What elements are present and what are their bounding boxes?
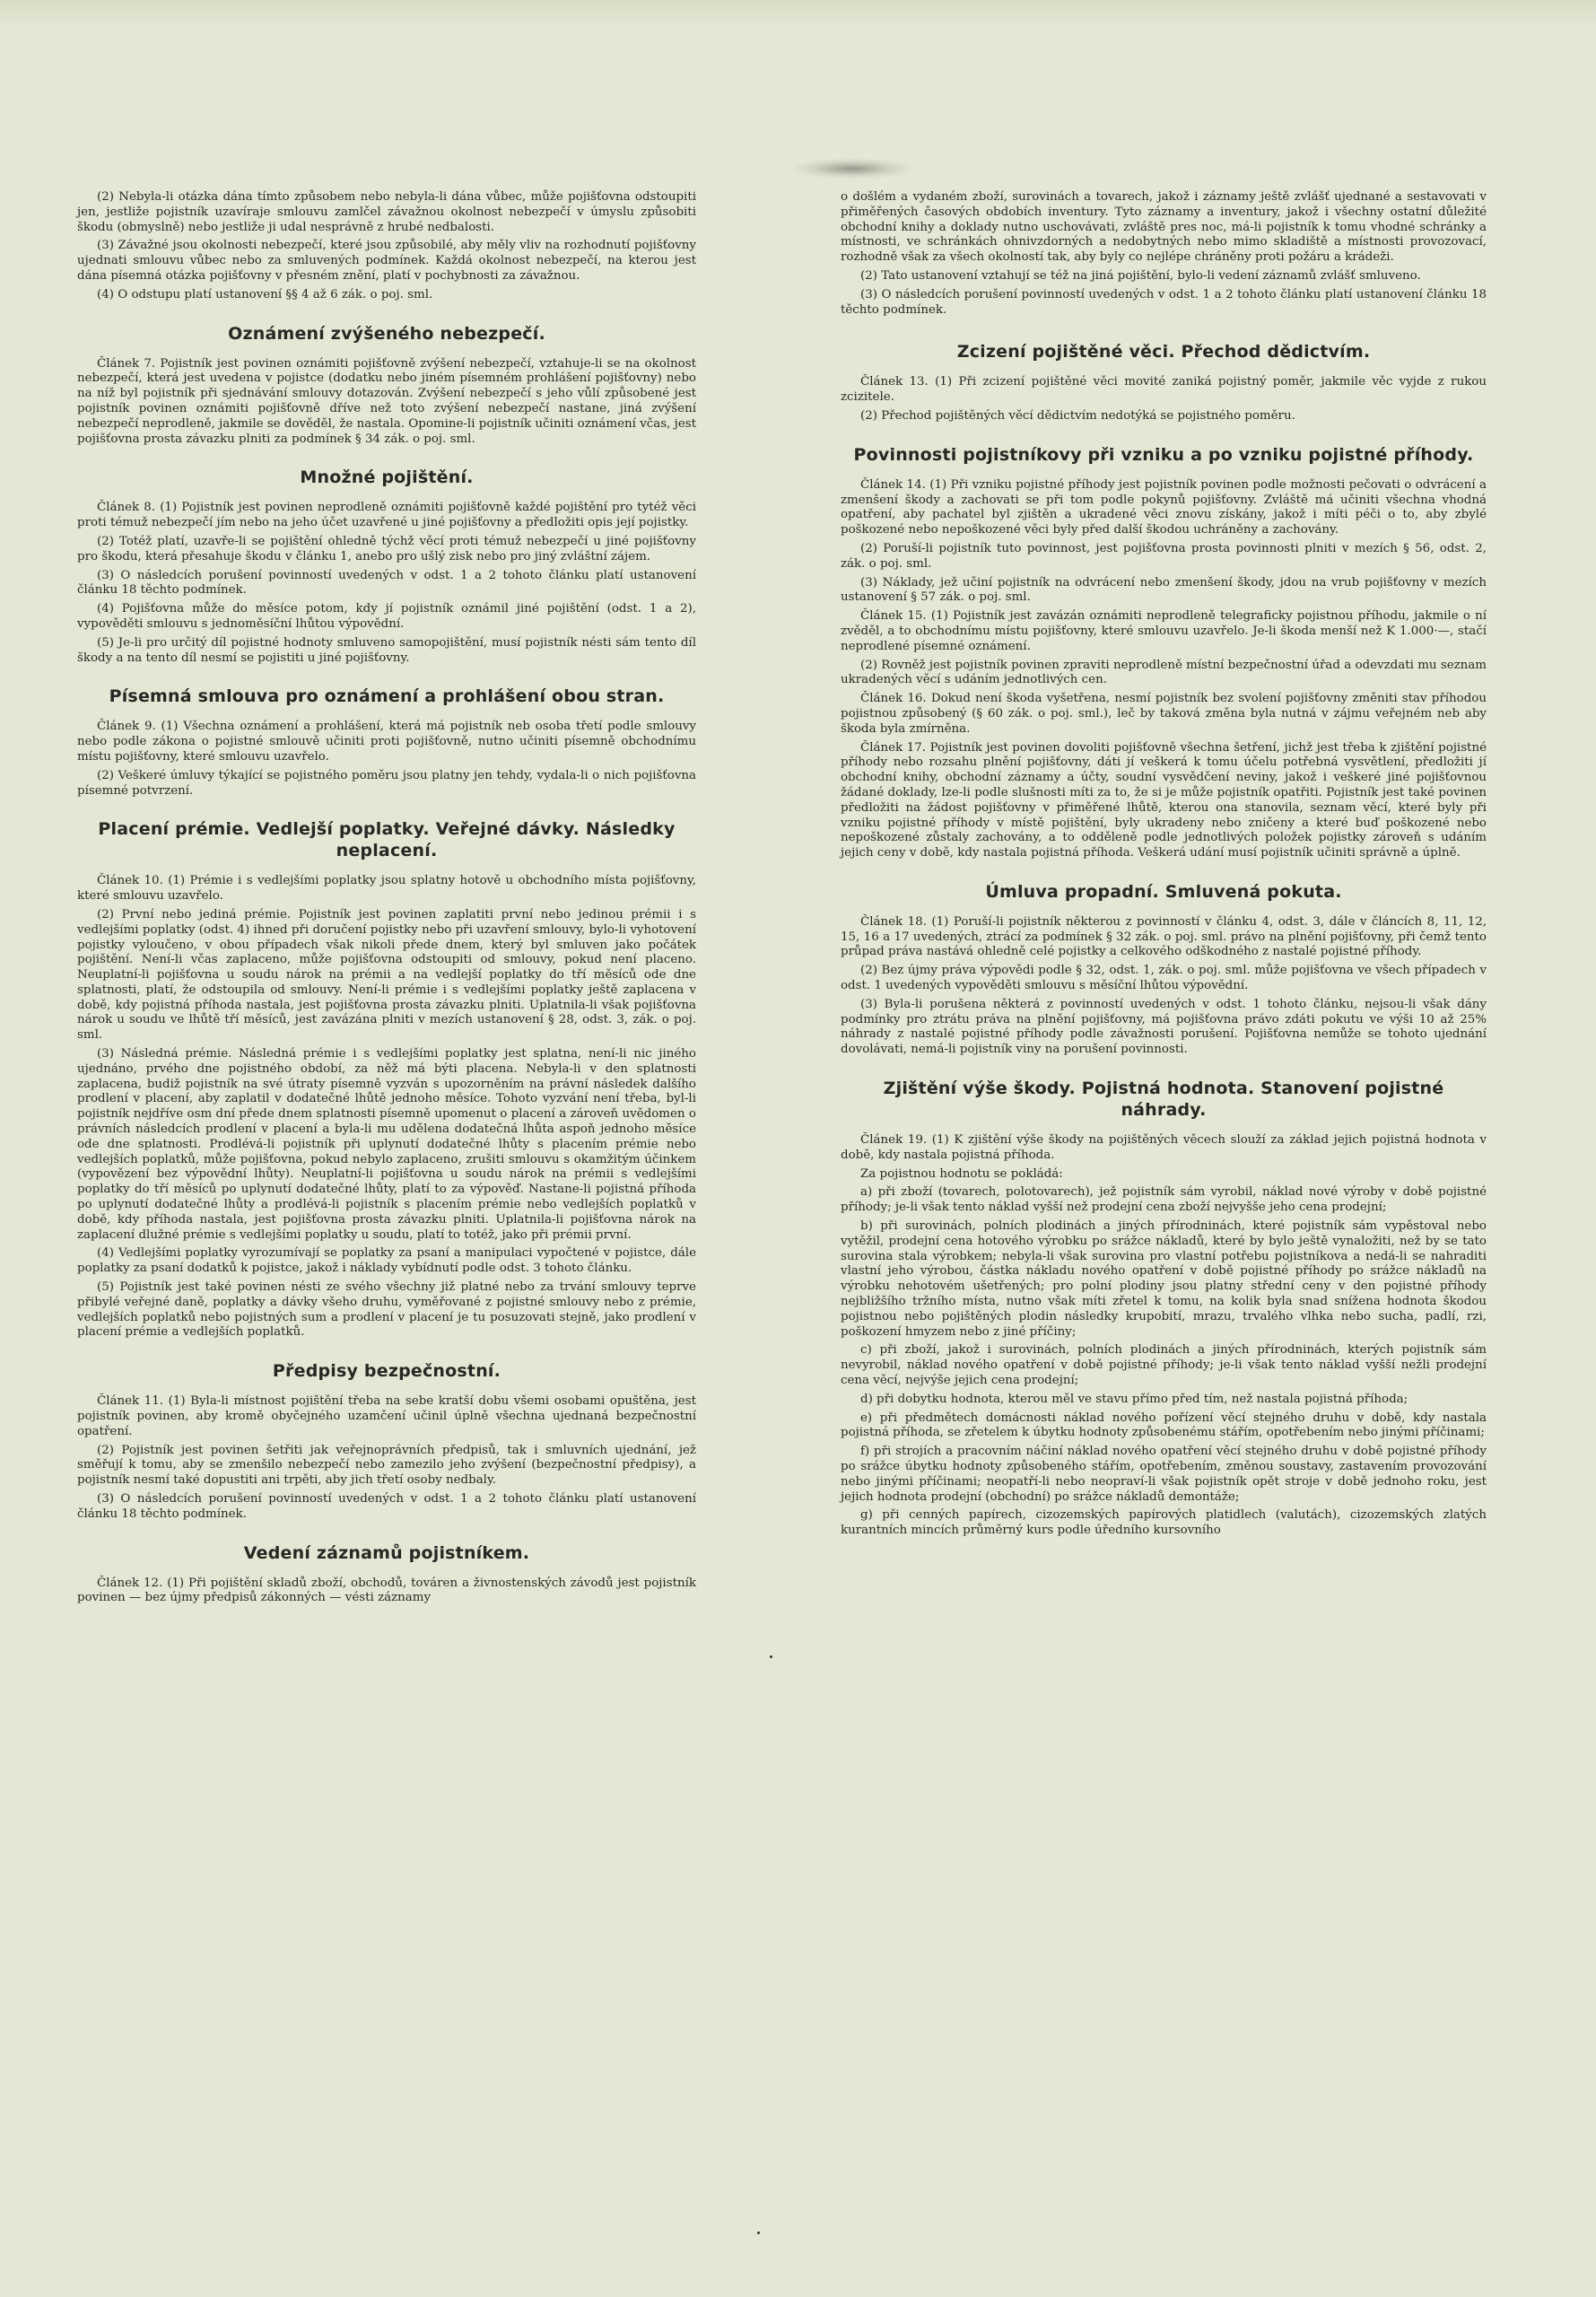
section-heading: Placení prémie. Vedlejší poplatky. Veřejné dávky. Následky neplacení.: [98, 819, 676, 861]
paragraph: (2) Pojistník jest povinen šetřiti jak veřejnoprávních předpisů, tak i smluvních ujednání, jež směřují k tomu, aby se zmenšilo nebezpečí nebo zamezilo jeho zvýšení (bezpečnostní předpisy), a pojistník nesmí také dopustiti ani trpěti, aby jich třetí osoby nedbaly.: [77, 1443, 696, 1488]
paragraph: Článek 9. (1) Všechna oznámení a prohlášení, která má pojistník neb osoba třetí podle smlouvy nebo podle zákona o pojistné smlouvě učiniti proti pojišťovně, nutno učiniti písemně obchodnímu místu pojišťovny, které smlouvu uzavřelo.: [77, 720, 696, 764]
paragraph: (3) Následná prémie. Následná prémie i s vedlejšími poplatky jest splatna, není-li nic jiného ujednáno, prvého dne pojistného období, za něž má býti placena. Nebyla-li v den splatnosti zaplacena, budiž pojistník na své útraty písemně vyzván s upozorněním na právní následek dalšího prodlení v placení, aby zaplatil v dodatečné lhůtě jednoho měsíce. Tohoto vyzvání není třeba, byl-li pojistník nejdříve osm dní přede dnem splatnosti písemně upomenut o placení a zároveň uvědomen o právních následcích prodlení v placení a byla-li mu udělena dodatečná lhůta aspoň jednoho měsíce ode dne splatnosti. Prodlévá-li pojistník při uplynutí dodatečné lhůty s placením prémie nebo vedlejších poplatků, může pojišťovna, pokud nebylo zaplaceno, zrušiti smlouvu s okamžitým účinkem (vypovězení bez výpovědní lhůty). Neuplatní-li pojišťovna u soudu nárok na prémii s vedlejšími poplatky do tří měsíců po uplynutí dodatečné lhůty, platí to za výpověď. Nastane-li pojistná příhoda po uplynutí dodatečné lhůty a prodlévá-li pojistník s placením prémie nebo vedlejších poplatků v době, kdy příhoda nastala, jest pojišťovna prosta závazku plniti. Uplatnila-li pojišťovna nárok na zaplacení dlužné prémie s vedlejšími poplatky u soudu, platí to totéž, jako při prémii první.: [77, 1047, 696, 1242]
paragraph: Za pojistnou hodnotu se pokládá:: [860, 1166, 1063, 1181]
paragraph: (5) Je-li pro určitý díl pojistné hodnoty smluveno samopojištění, musí pojistník nésti sám tento díl škody a na tento díl nesmí se pojistiti u jiné pojišťovny.: [77, 635, 696, 665]
section-heading: Povinnosti pojistníkovy při vzniku a po vzniku pojistné příhody.: [853, 444, 1474, 465]
paragraph: (2) Poruší-li pojistník tuto povinnost, jest pojišťovna prosta povinnosti plniti v mezích § 56, odst. 2, zák. o poj. sml.: [841, 541, 1487, 571]
paragraph: d) při dobytku hodnota, kterou měl ve stavu přímo před tím, než nastala pojistná příhoda;: [860, 1392, 1408, 1406]
ink-dot: [757, 2231, 760, 2234]
paragraph: Článek 17. Pojistník jest povinen dovoliti pojišťovně všechna šetření, jichž jest třeba k zjištění pojistné příhody nebo rozsahu plnění pojišťovny, dáti jí veškerá k tomu účelu potřebná vysvětlení, předložiti jí obchodní knihy, obchodní záznamy a účty, soudní vysvědčení neviny, jakož i veškeré jiné pojišťovnou žádané doklady, lze-li podle slušnosti míti za to, že si je může pojistník opatřiti. Pojistník jest také povinen předložiti na žádost pojišťovny v přiměřené lhůtě, kterou ona stanovila, seznam věcí, které byly při vzniku pojistné příhody v místě pojištění, byly ukradeny nebo zničeny a které buď poškozené nebo nepoškozené zůstaly zachovány, a to odděleně podle jednotlivých položek pojistky zároveň s udáním jejich ceny v době, kdy nastala pojistná příhoda. Veškerá udání musí pojistník učiniti správně a úplně.: [841, 740, 1487, 860]
paragraph: o došlém a vydaném zboží, surovinách a tovarech, jakož i záznamy ještě zvlášť ujednané a sestavovati v přiměřených časových obdobích inventury. Tyto záznamy a inventury, jakož i všechny ostatní důležité obchodní knihy a doklady nutno uschovávati, zvláště pres noc, má-li pojistník k tomu vhodné schránky a místnosti, ve schránkách ohnivzdorných a nedobytných nebo mimo skladiště a místnosti provozovací, rozhodně však za všech okolností tak, aby byly co nejlépe chráněny proti požáru a krádeži.: [841, 190, 1487, 265]
paragraph: c) při zboží, jakož i surovinách, polních plodinách a jiných přírodninách, kterých pojistník sám nevyrobil, náklad nového opatření v době pojistné příhody; je-li však tento náklad vyšší nežli prodejní cena věcí, nejvýše jejich cena prodejní;: [841, 1343, 1487, 1388]
paragraph: (4) Vedlejšími poplatky vyrozumívají se poplatky za psaní a manipulaci vypočtené v pojistce, dále poplatky za psaní dodatků k pojistce, jakož i náklady vybídnutí podle odst. 3 tohoto článku.: [77, 1246, 696, 1276]
paragraph: (2) Přechod pojištěných věcí dědictvím nedotýká se pojistného poměru.: [860, 408, 1295, 423]
paragraph: Článek 10. (1) Prémie i s vedlejšími poplatky jsou splatny hotově u obchodního místa pojišťovny, které smlouvu uzavřelo.: [77, 874, 696, 904]
section-heading: Zjištění výše škody. Pojistná hodnota. Stanovení pojistné náhrady.: [883, 1079, 1444, 1121]
paragraph: Článek 12. (1) Při pojištění skladů zboží, obchodů, továren a živnostenských závodů jest pojistník povinen — bez újmy předpisů zákonných — vésti záznamy: [77, 1576, 696, 1605]
paragraph: (4) Pojišťovna může do měsíce potom, kdy jí pojistník oznámil jiné pojištění (odst. 1 a 2), vypověděti smlouvu s jednoměsíční lhůtou výpovědní.: [77, 602, 696, 631]
section-heading: Zcizení pojištěné věci. Přechod dědictvím.: [956, 342, 1371, 362]
paragraph: (2) Bez újmy práva výpovědi podle § 32, odst. 1, zák. o poj. sml. může pojišťovna ve všech případech v odst. 1 uvedených vypověděti smlouvu s měsíční lhůtou výpovědní.: [841, 964, 1487, 993]
paragraph: Článek 8. (1) Pojistník jest povinen neprodleně oznámiti pojišťovně každé pojištění pro tytéž věci proti témuž nebezpečí jím nebo na jeho účet uzavřené u jiné pojišťovny a předložiti opis její pojistky.: [77, 501, 696, 530]
paragraph: (2) Tato ustanovení vztahují se též na jiná pojištění, bylo-li vedení záznamů zvlášť smluveno.: [860, 268, 1421, 283]
paragraph: (2) Totéž platí, uzavře-li se pojištění ohledně týchž věcí proti témuž nebezpečí u jiné pojišťovny pro škodu, která přesahuje škodu v článku 1, anebo pro ušlý zisk nebo pro jiný zvláštní zájem.: [77, 534, 696, 563]
ink-smudge: [789, 158, 915, 179]
paragraph: (3) Byla-li porušena některá z povinností uvedených v odst. 1 tohoto článku, nejsou-li však dány podmínky pro ztrátu práva na plnění pojišťovny, má pojišťovna právo zdáti pokutu ve výši 10 až 25% náhrady z nastalé pojistné příhody podle závažnosti porušení. Pojišťovna nemůže se tohoto ujednání dovolávati, nemá-li pojistník viny na porušení povinnosti.: [841, 997, 1487, 1057]
paragraph: Článek 19. (1) K zjištění výše škody na pojištěných věcech slouží za základ jejich pojistná hodnota v době, kdy nastala pojistná příhoda.: [841, 1133, 1487, 1162]
right-column: [841, 190, 1487, 1542]
paragraph: (4) O odstupu platí ustanovení §§ 4 až 6 zák. o poj. sml.: [97, 287, 433, 301]
paragraph: e) při předmětech domácnosti náklad nového pořízení věcí stejného druhu v době, kdy nastala pojistná příhoda, se zřetelem k úbytku hodnoty způsobenému stářím, opotřebením nebo jinými příčinami;: [841, 1411, 1487, 1440]
paragraph: Článek 18. (1) Poruší-li pojistník některou z povinností v článku 4, odst. 3, dále v článcích 8, 11, 12, 15, 16 a 17 uvedených, ztrácí za podmínek § 32 zák. o poj. sml. právo na plnění pojišťovny, při čemž tento průpad práva nastává ohledně celé pojistky a celkového odškodného z nastalé pojistné příhody.: [841, 914, 1487, 959]
paragraph: Článek 7. Pojistník jest povinen oznámiti pojišťovně zvýšení nebezpečí, vztahuje-li se na okolnost nebezpečí, která jest uvedena v pojistce (dodatku nebo jiném písemném prohlášení pojišťovny) nebo na níž byl pojistník při sjednávání smlouvy dotazován. Zvýšení nebezpečí s jeho vůlí způsobené jest pojistník povinen oznámiti pojišťovně dříve než toto zvýšení nebezpečí nastane, jiná zvýšení nebezpečí neprodleně, jakmile se dověděl, že nastala. Opomine-li pojistník učiniti oznámení včas, jest pojišťovna prosta závazku plniti za podmínek § 34 zák. o poj. sml.: [77, 356, 696, 446]
left-column: [77, 190, 696, 1610]
section-heading: Vedení záznamů pojistníkem.: [243, 1542, 530, 1563]
section-heading: Oznámení zvýšeného nebezpečí.: [228, 323, 545, 344]
section-heading: Písemná smlouva pro oznámení a prohlášení obou stran.: [109, 686, 665, 707]
paragraph: (5) Pojistník jest také povinen nésti ze svého všechny již platné nebo za trvání smlouvy teprve přibylé veřejné daně, poplatky a dávky všeho druhu, vyměřované z pojistné smlouvy nebo z prémie, vedlejších poplatků nebo pojistných sum a prodlení v placení je tu posuzovati stejně, jako prodlení v placení prémie a vedlejších poplatků.: [77, 1280, 696, 1340]
paragraph: (3) O následcích porušení povinností uvedených v odst. 1 a 2 tohoto článku platí ustanovení článku 18 těchto podmínek.: [77, 568, 696, 598]
paragraph: (2) Veškeré úmluvy týkající se pojistného poměru jsou platny jen tehdy, vydala-li o nich pojišťovna písemné potvrzení.: [77, 768, 696, 798]
paragraph: Článek 11. (1) Byla-li místnost pojištění třeba na sebe kratší dobu všemi osobami opuštěna, jest pojistník povinen, aby kromě obyčejného uzamčení učinil úplně všechna ujednaná bezpečnostní opatření.: [77, 1394, 696, 1438]
paragraph: (3) O následcích porušení povinností uvedených v odst. 1 a 2 tohoto článku platí ustanovení článku 18 těchto podmínek.: [841, 287, 1487, 317]
paragraph: (3) Závažné jsou okolnosti nebezpečí, které jsou způsobilé, aby měly vliv na rozhodnutí pojišťovny ujednati smlouvu vůbec nebo za smluvených podmínek. Každá okolnost nebezpečí, na kterou jest dána písemná otázka pojišťovny v přesném znění, platí v pochybnosti za závažnou.: [77, 239, 696, 283]
paragraph: (3) Náklady, jež učiní pojistník na odvrácení nebo zmenšení škody, jdou na vrub pojišťovny v mezích ustanovení § 57 zák. o poj. sml.: [841, 575, 1487, 605]
paragraph: (2) Rovněž jest pojistník povinen zpraviti neprodleně místní bezpečnostní úřad a odevzdati mu seznam ukradených věcí s udáním jednotlivých cen.: [841, 658, 1487, 687]
paragraph: (2) První nebo jediná prémie. Pojistník jest povinen zaplatiti první nebo jedinou prémii i s vedlejšími poplatky (odst. 4) ihned při doručení pojistky nebo při uzavření smlouvy, bylo-li vyhotovení pojistky vyloučeno, v obou případech však nikoli přede dnem, který byl smluven jako počátek pojištění. Není-li včas zaplaceno, může pojišťovna odstoupiti od smlouvy, pokud není placeno. Neuplatní-li pojišťovna u soudu nárok na prémii a na vedlejší poplatky do tří měsíců ode dne splatnosti, platí, že odstoupila od smlouvy. Není-li prémie i s vedlejšími poplatky ještě zaplacena v době, kdy pojistná příhoda nastala, jest pojišťovna prosta závazku plniti. Uplatnila-li však pojišťovna nárok u soudu ve lhůtě tří měsíců, jest zavázána plniti v mezích ustanovení § 28, odst. 3, zák. o poj. sml.: [77, 907, 696, 1043]
paragraph: a) při zboží (tovarech, polotovarech), jež pojistník sám vyrobil, náklad nové výroby v době pojistné příhody; je-li však tento náklad vyšší než prodejní cena zboží nejvyšše jeho cena prodejní;: [841, 1185, 1487, 1215]
paper-top-edge: [0, 0, 1596, 27]
section-heading: Předpisy bezpečnostní.: [272, 1361, 501, 1382]
paragraph: (2) Nebyla-li otázka dána tímto způsobem nebo nebyla-li dána vůbec, může pojišťovna odstoupiti jen, jestliže pojistník uzavíraje smlouvu zamlčel závažnou okolnost nebezpečí v úmyslu způsobiti škodu (obmyslně) nebo jestliže ji udal nesprávně z hrubé nedbalosti.: [77, 190, 696, 234]
paragraph: Článek 13. (1) Při zcizení pojištěné věci movité zaniká pojistný poměr, jakmile věc vyjde z rukou zcizitele.: [841, 375, 1487, 405]
paragraph: (3) O následcích porušení povinností uvedených v odst. 1 a 2 tohoto článku platí ustanovení článku 18 těchto podmínek.: [77, 1492, 696, 1521]
section-heading: Úmluva propadní. Smluvená pokuta.: [985, 881, 1342, 902]
paragraph: Článek 16. Dokud není škoda vyšetřena, nesmí pojistník bez svolení pojišťovny změniti stav příhodou pojistnou způsobený (§ 60 zák. o poj. sml.), leč by taková změna byla nutná v zájmu veřejném neb aby škoda byla zmírněna.: [841, 692, 1487, 736]
section-heading: Množné pojištění.: [300, 467, 474, 488]
paragraph: g) při cenných papírech, cizozemských papírových platidlech (valutách), cizozemských zlatých kurantních mincích průměrný kurs podle úředního kursovního: [841, 1508, 1487, 1538]
ink-dot: [770, 1655, 772, 1658]
paragraph: Článek 15. (1) Pojistník jest zavázán oznámiti neprodleně telegraficky pojistnou příhodu, jakmile o ní zvěděl, a to obchodnímu místu pojišťovny, které smlouvu uzavřelo. Je-li škoda menší než K 1.000·—, stačí neprodlené písemné oznámení.: [841, 609, 1487, 653]
paragraph: f) při strojích a pracovním náčiní náklad nového opatření věcí stejného druhu v době pojistné příhody po srážce úbytku hodnoty způsobeného stářím, opotřebením, změnou soustavy, zastavením provozování nebo jinými příčinami; neopatří-li nebo neopraví-li však pojistník opět stroje v době jednoho roku, jest jejich hodnota prodejní (obchodní) po srážce nákladů demontáže;: [841, 1445, 1487, 1504]
paragraph: b) při surovinách, polních plodinách a jiných přírodninách, které pojistník sám vypěstoval nebo vytěžil, prodejní cena hotového výrobku po srážce nákladů, které by bylo ještě vynaložiti, než by se tato surovina stala výrobkem; nebyla-li však surovina pro vlastní potřebu pojistníkova a nedá-li se nahraditi vlastní jeho výrobou, částka nákladu nového opatření v době pojistné příhody po srážce nákladů na výrobku nehotovém ušetřených; pro polní plodiny jsou platny střední ceny v den pojistné příhody nejbližšího tržního místa, nutno však míti zřetel k tomu, na kolik byla snad snížena hodnota škodou pojistnou nebo pojištěných plodin následky krupobití, mrazu, trvalého vlhka nebo sucha, padlí, rzi, poškození hmyzem nebo z jiné příčiny;: [841, 1219, 1487, 1339]
paragraph: Článek 14. (1) Při vzniku pojistné příhody jest pojistník povinen podle možnosti pečovati o odvrácení a zmenšení škody a zachovati se při tom podle pokynů pojišťovny. Zvláště má učiniti všechna vhodná opatření, aby pachatel byl zjištěn a ukradené věci znovu získány, jakož i míti péči o to, aby zbylé poškozené nebo nepoškozené věci byly před další škodou uchráněny a zachovány.: [841, 477, 1487, 537]
